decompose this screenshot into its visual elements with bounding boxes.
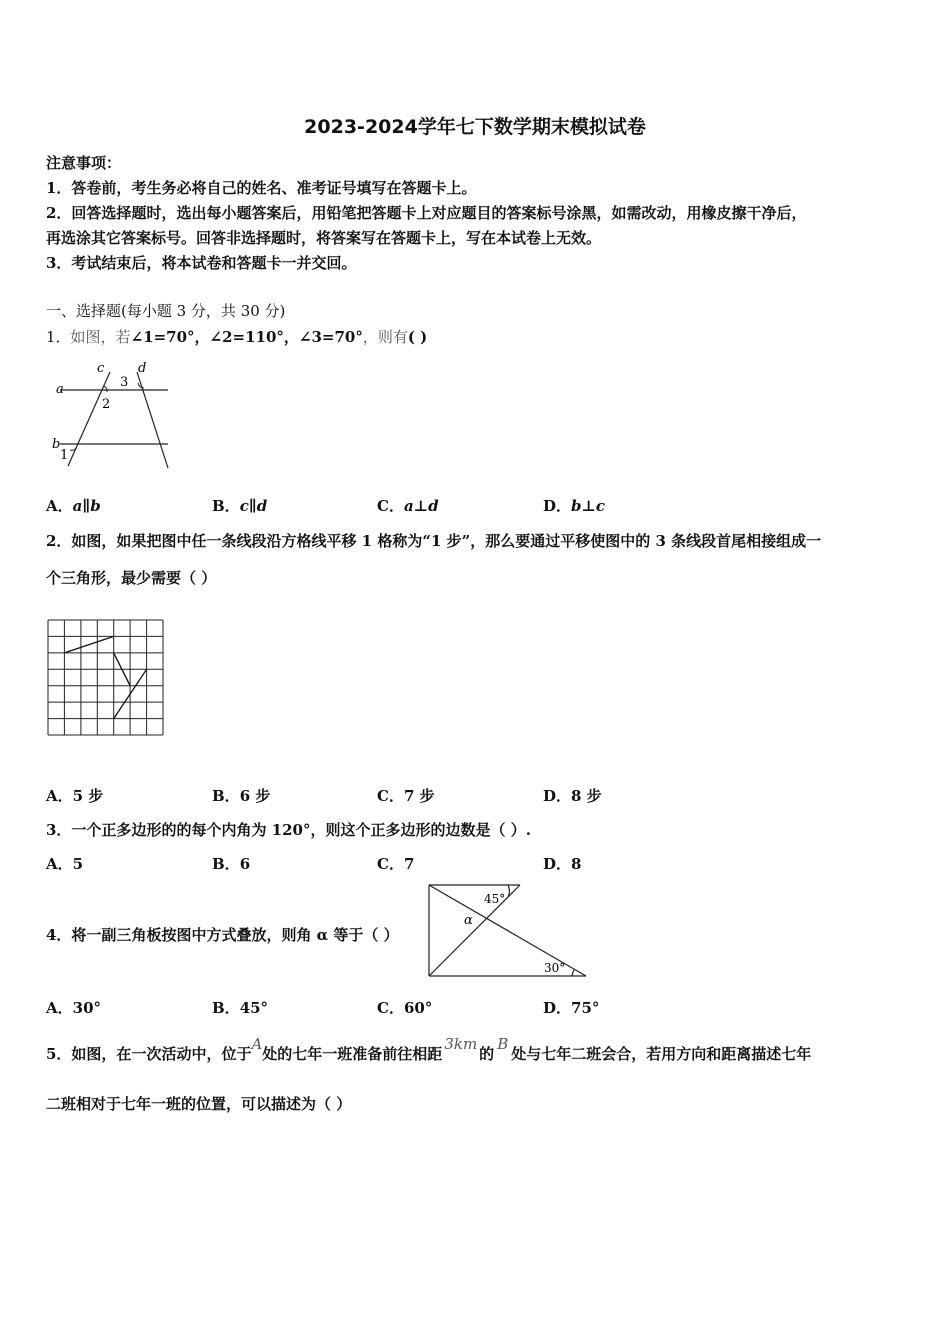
q2-option-a[interactable]: A．5 步 — [46, 787, 104, 805]
q2-option-d[interactable]: D．8 步 — [543, 787, 602, 805]
distance-3km: 3km — [444, 1035, 478, 1053]
notice-item: 再选涂其它答案标号。回答非选择题时，将答案写在答题卡上，写在本试卷上无效。 — [46, 229, 602, 247]
notice-item: 1．答卷前，考生务必将自己的姓名、准考证号填写在答题卡上。 — [46, 179, 477, 197]
q1-option-a[interactable]: A．a∥b — [46, 497, 101, 515]
label-d: d — [138, 361, 147, 376]
question-1-text — [46, 326, 427, 347]
question-3-text: 3．一个正多边形的的每个内角为 120°，则这个正多边形的边数是（ ）. — [46, 821, 531, 839]
q1-text-c: ，则有 — [362, 328, 408, 346]
label-b: b — [52, 437, 61, 452]
q1-paren: ( ) — [407, 328, 428, 346]
point-b: B — [497, 1035, 509, 1053]
q1-figure — [48, 358, 178, 473]
question-4-text: 4．将一副三角板按图中方式叠放，则角 α 等于（ ） — [46, 926, 399, 944]
notice-heading: 注意事项： — [46, 154, 122, 172]
label-2: 2 — [102, 397, 111, 412]
label-a: a — [56, 382, 64, 397]
q4-option-a[interactable]: A．30° — [46, 999, 102, 1017]
notice-item: 3．考试结束后，将本试卷和答题卡一并交回。 — [46, 254, 357, 272]
q1-option-d[interactable]: D．b⊥c — [543, 497, 606, 515]
q4-option-c[interactable]: C．60° — [377, 999, 433, 1017]
q2-grid-figure — [46, 618, 168, 738]
notice-item: 2．回答选择题时，选出每小题答案后，用铅笔把答题卡上对应题目的答案标号涂黑，如需改动，用橡皮擦干净后， — [46, 204, 807, 222]
label-c: c — [97, 361, 105, 376]
q1-num: 1． — [46, 328, 71, 346]
q2-option-c[interactable]: C．7 步 — [377, 787, 435, 805]
angle-30-label: 30° — [544, 961, 566, 975]
q4-option-d[interactable]: D．75° — [543, 999, 600, 1017]
angle-45-label: 45° — [484, 892, 506, 906]
q3-option-c[interactable]: C．7 — [377, 855, 415, 873]
q3-option-b[interactable]: B．6 — [212, 855, 251, 873]
q2-option-b[interactable]: B．6 步 — [212, 787, 271, 805]
q1-text-a: 如图，若 — [70, 328, 131, 346]
point-a: A — [251, 1035, 263, 1053]
question-5-text: 5．如图，在一次活动中，位于A处的七年一班准备前往相距3km的B处与七年二班会合，若用方向和距离描述七年 — [46, 1035, 812, 1063]
q1-option-b[interactable]: B．c∥d — [212, 497, 268, 515]
section-heading: 一、选择题(每小题 3 分，共 30 分) — [46, 302, 286, 320]
page-title: 2023-2024学年七下数学期末模拟试卷 — [304, 116, 646, 138]
label-1: 1 — [60, 448, 69, 463]
q3-option-d[interactable]: D．8 — [543, 855, 582, 873]
q1-angles: ∠1=70°，∠2=110°，∠3=70° — [130, 328, 363, 346]
q3-option-a[interactable]: A．5 — [46, 855, 84, 873]
question-5-text-line2: 二班相对于七年一班的位置，可以描述为（ ） — [46, 1095, 352, 1113]
question-2-text: 2．如图，如果把图中任一条线段沿方格线平移 1 格称为“1 步”，那么要通过平移使图中的 3 条线段首尾相接组成一 — [46, 532, 822, 550]
label-3: 3 — [120, 375, 129, 390]
q1-option-c[interactable]: C．a⊥d — [377, 497, 439, 515]
q4-option-b[interactable]: B．45° — [212, 999, 269, 1017]
alpha-label: α — [464, 913, 473, 928]
q4-figure — [426, 882, 590, 980]
question-2-text-line2: 个三角形，最少需要（ ） — [46, 569, 217, 587]
